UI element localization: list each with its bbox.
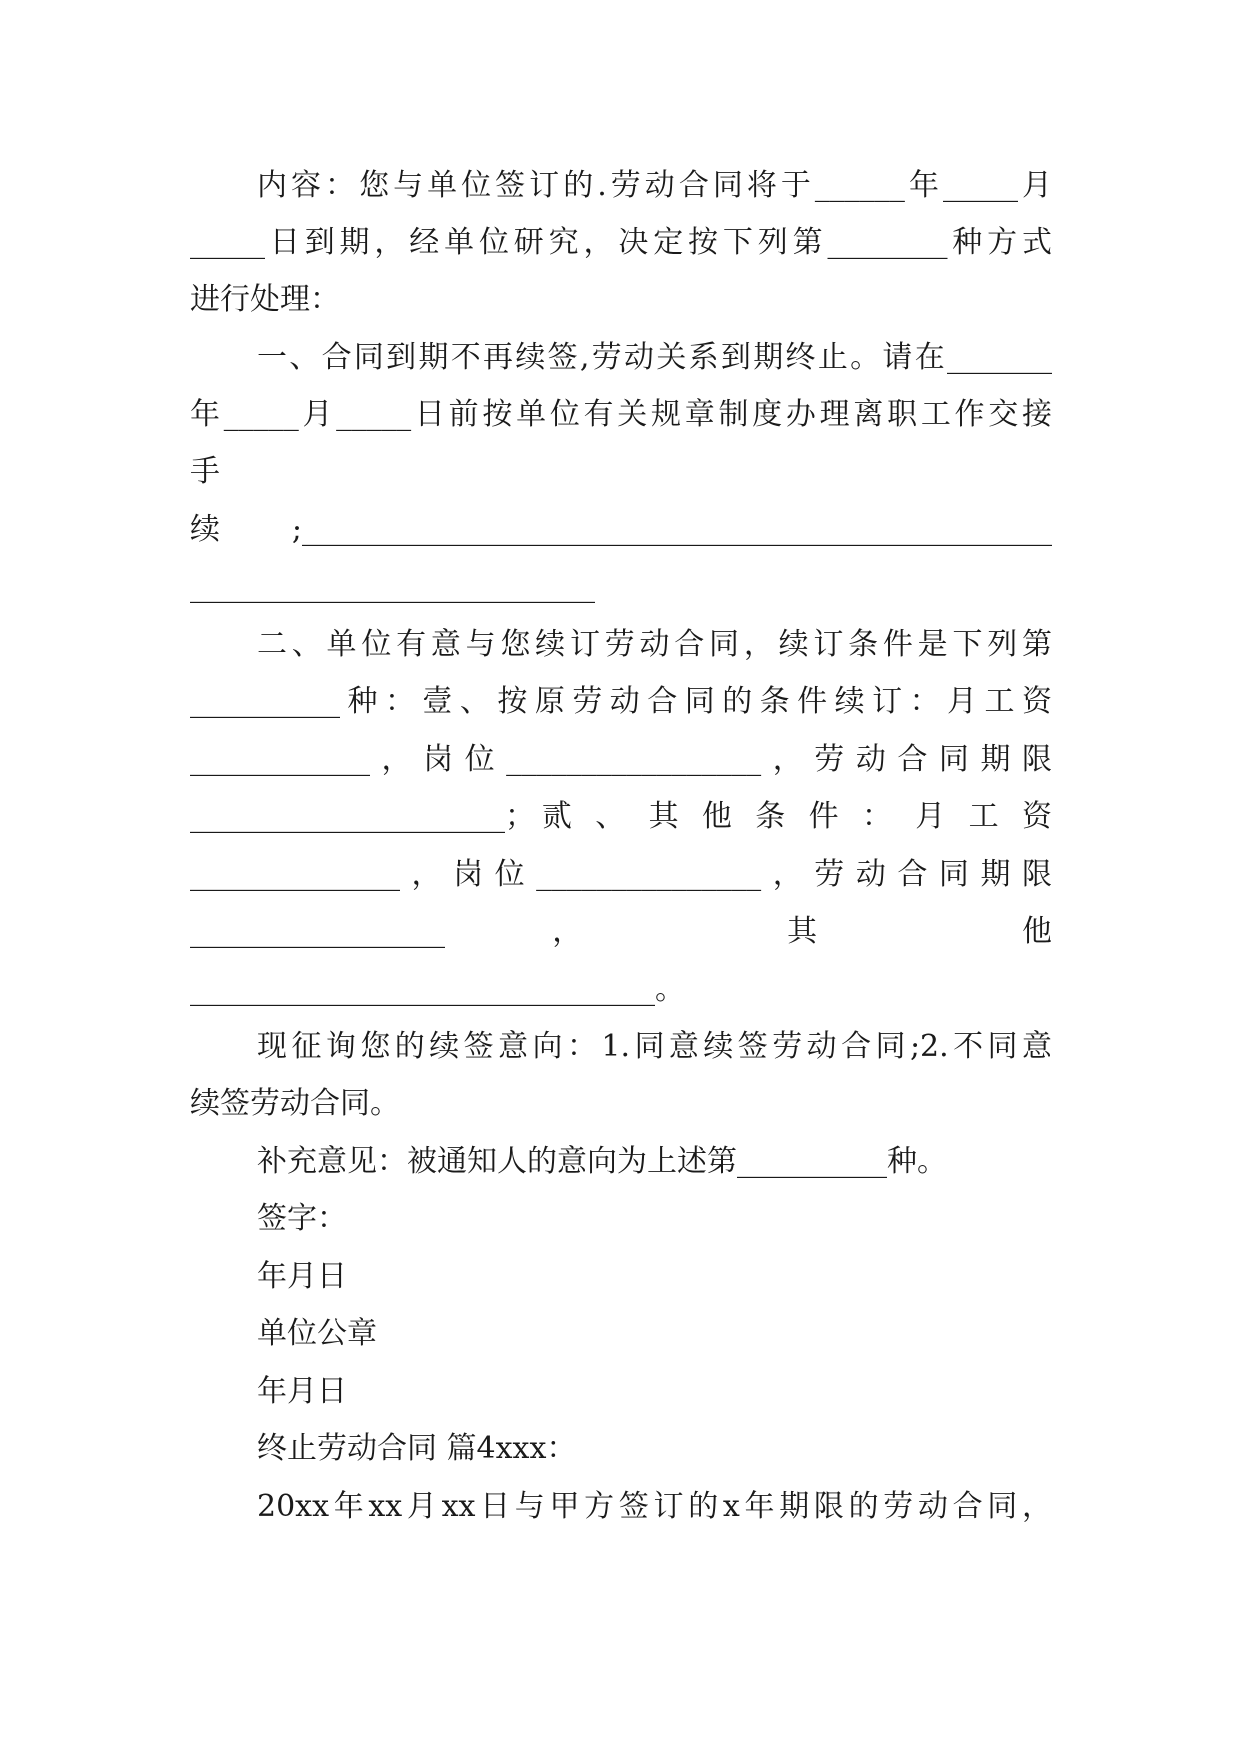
text-line: 续签劳动合同。	[190, 1086, 400, 1121]
text-line: 二、单位有意与您续订劳动合同，续订条件是下列第	[257, 627, 1052, 662]
text-line: 手	[190, 454, 220, 489]
text-line: ___________________________	[190, 569, 595, 604]
text-line: ____________，岗位_________________，劳动合同期限	[190, 742, 1052, 777]
text-line: 年月日	[257, 1259, 347, 1294]
text-line: 单位公章	[257, 1316, 377, 1351]
text-line: 终止劳动合同 篇4xxx：	[257, 1431, 577, 1466]
text-line: 一、合同到期不再续签,劳动关系到期终止。请在_______	[257, 340, 1052, 375]
text-line: 年_____月_____日前按单位有关规章制度办理离职工作交接	[190, 397, 1052, 432]
text-line: 签字：	[257, 1201, 347, 1236]
text-line: 年月日	[257, 1374, 347, 1409]
text-line: 20xx年xx月xx日与甲方签订的x年期限的劳动合同，	[257, 1489, 1052, 1524]
text-line: 内容：您与单位签订的.劳动合同将于______年_____月	[257, 168, 1052, 203]
text-line: _________________ ， 其 他	[190, 914, 1052, 949]
text-line: 进行处理：	[190, 282, 340, 317]
text-line: __________种：壹、按原劳动合同的条件续订：月工资	[190, 684, 1052, 719]
text-line: ______________，岗位_______________，劳动合同期限	[190, 857, 1052, 892]
text-line: 现征询您的续签意向：1.同意续签劳动合同;2.不同意	[257, 1029, 1052, 1064]
text-line: _____日到期，经单位研究，决定按下列第________种方式	[190, 225, 1052, 260]
text-line: 补充意见：被通知人的意向为上述第__________种。	[257, 1144, 947, 1179]
text-line: _______________________________。	[190, 972, 685, 1007]
text-line: 续;__________________________________________________	[190, 512, 1052, 547]
text-line: _____________________；贰 、 其 他 条 件 ： 月 工 资	[190, 799, 1052, 834]
